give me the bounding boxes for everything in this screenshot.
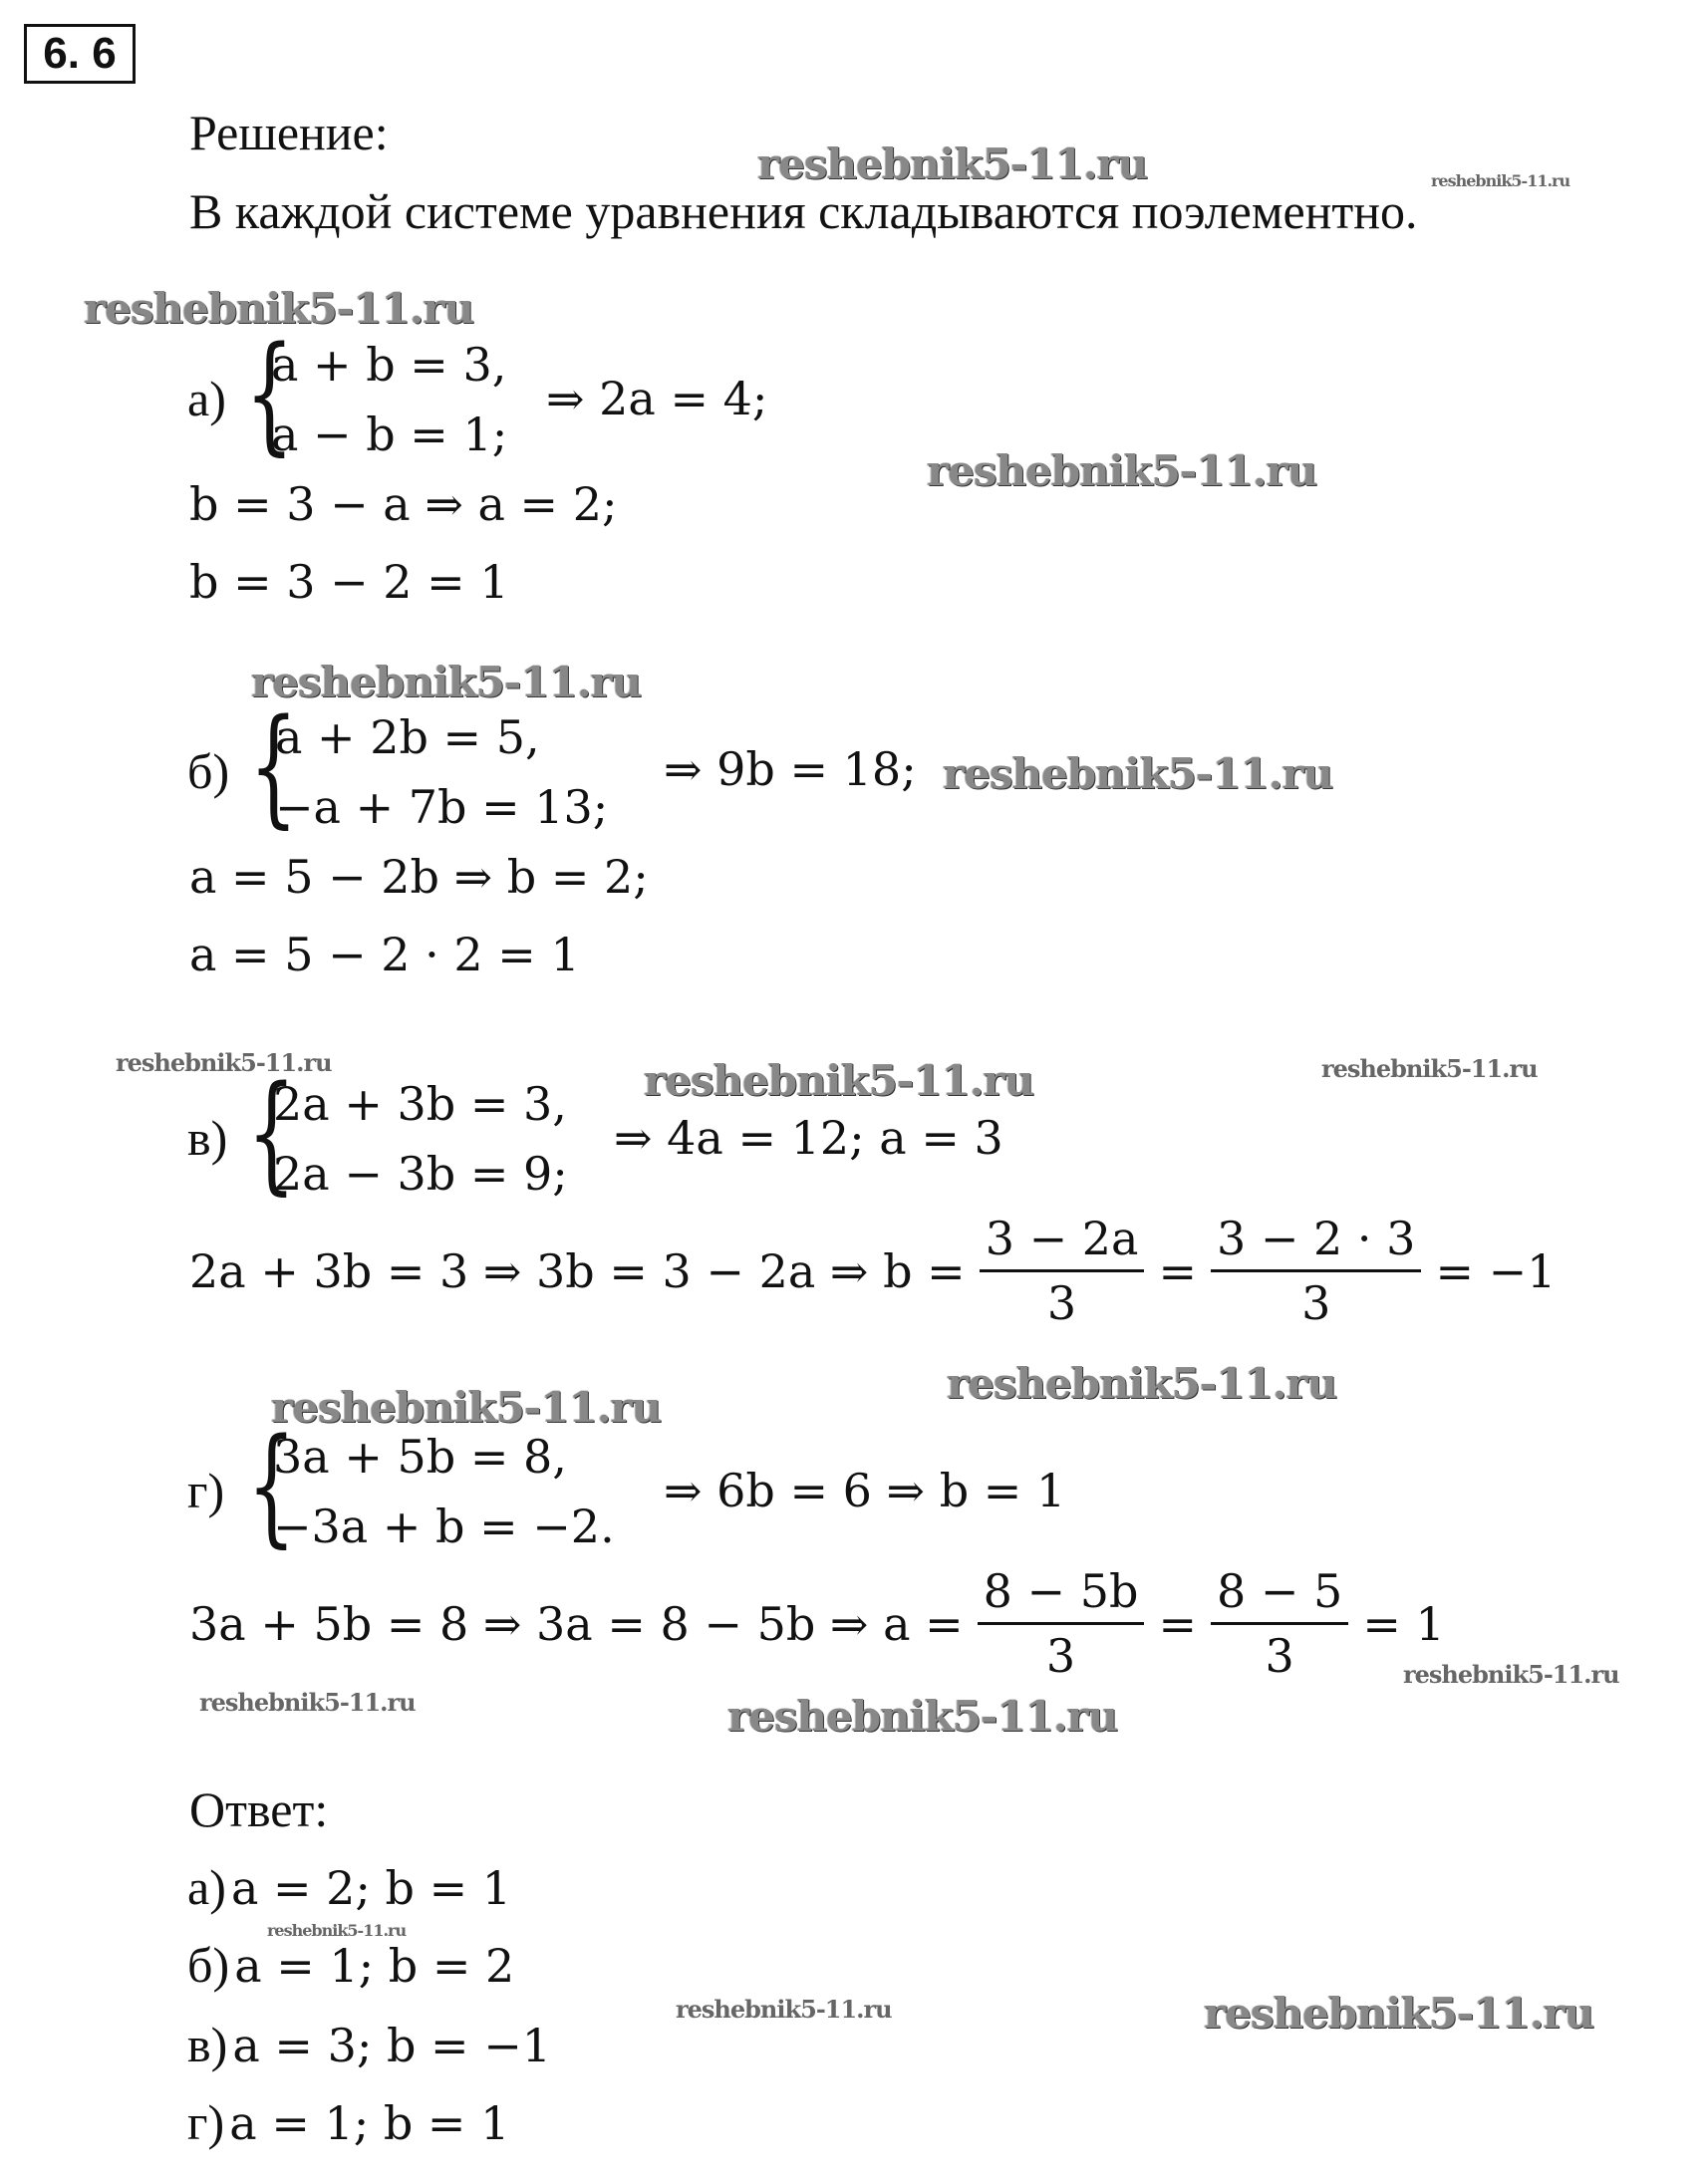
watermark: reshebnik5-11.ru [757,139,1148,188]
part-b-label: б) [187,743,230,799]
part-g-line2 [189,1560,1445,1687]
part-a-brace: { [245,320,294,468]
part-g-fraction-1 [978,1560,1145,1687]
watermark: reshebnik5-11.ru [676,1995,892,2024]
part-g-label: г) [187,1463,225,1518]
part-b-line3: a = 5 − 2 · 2 = 1 [189,928,580,981]
part-a-line2: b = 3 − a ⇒ a = 2; [189,477,618,531]
answer-item-a [187,1859,511,1916]
part-b-result: ⇒ 9b = 18; [664,742,917,796]
part-g-frac1-numerator: 8 − 5b [983,1564,1139,1618]
part-v-line-prefix: 2a + 3b = 3 ⇒ 3b = 3 − 2a ⇒ b = [189,1243,966,1298]
part-g-equals: = [1158,1596,1197,1651]
watermark: reshebnik5-11.ru [927,446,1317,495]
answer-item-label: б) [187,1937,230,1993]
part-v-eq1: 2a + 3b = 3, [273,1077,567,1131]
answer-item-text: a = 3; b = −1 [232,2019,552,2072]
watermark: reshebnik5-11.ru [1321,1054,1538,1083]
answer-item-b [187,1937,514,1994]
watermark: reshebnik5-11.ru [1403,1660,1619,1689]
part-g-fraction-2 [1211,1560,1348,1687]
part-g-frac1-denominator: 3 [1045,1629,1076,1683]
part-g-frac2-numerator: 8 − 5 [1216,1564,1343,1618]
answer-item-label: а) [187,1859,226,1915]
problem-number: 6. 6 [24,24,136,84]
solution-heading: Решение: [189,105,389,160]
watermark: reshebnik5-11.ru [84,284,474,333]
part-g-result: ⇒ 6b = 6 ⇒ b = 1 [664,1464,1066,1517]
part-a-eq1: a + b = 3, [271,338,507,392]
part-g-line-suffix: = 1 [1362,1596,1445,1651]
watermark: reshebnik5-11.ru [116,1048,332,1077]
part-v-line2 [189,1208,1556,1334]
part-v-label: в) [187,1110,228,1166]
answer-item-text: a = 1; b = 1 [229,2096,510,2150]
answer-item-label: в) [187,2017,228,2072]
part-v-frac1-numerator: 3 − 2a [985,1212,1139,1265]
part-g-eq1: 3a + 5b = 8, [273,1430,567,1484]
part-v-frac1-denominator: 3 [1046,1276,1077,1330]
part-v-fraction-2 [1211,1208,1421,1334]
solution-intro: В каждой системе уравнения складываются поэлементно. [189,183,1418,239]
part-b-brace: { [249,692,298,841]
part-v-brace: { [247,1059,296,1208]
part-a-line3: b = 3 − 2 = 1 [189,555,509,609]
part-v-fraction-1 [980,1208,1145,1334]
part-g-brace: { [247,1412,296,1560]
answer-item-text: a = 1; b = 2 [234,1939,515,1993]
part-v-frac2-denominator: 3 [1301,1276,1331,1330]
watermark: reshebnik5-11.ru [1204,1989,1594,2038]
part-b-eq1: a + 2b = 5, [275,710,540,764]
watermark: reshebnik5-11.ru [1431,171,1570,190]
part-g-frac2-denominator: 3 [1265,1629,1294,1683]
part-g-line-prefix: 3a + 5b = 8 ⇒ 3a = 8 − 5b ⇒ a = [189,1596,964,1651]
watermark: reshebnik5-11.ru [943,749,1333,798]
answer-item-v [187,2017,551,2073]
watermark: reshebnik5-11.ru [271,1383,662,1432]
answer-item-g [187,2094,509,2151]
watermark: reshebnik5-11.ru [644,1056,1034,1105]
part-a-eq2: a − b = 1; [271,408,508,461]
part-v-result: ⇒ 4a = 12; a = 3 [614,1111,1003,1165]
watermark: reshebnik5-11.ru [251,658,642,706]
part-b-line2: a = 5 − 2b ⇒ b = 2; [189,850,649,904]
watermark: reshebnik5-11.ru [199,1688,416,1717]
part-v-eq2: 2a − 3b = 9; [273,1147,568,1201]
part-a-label: а) [187,371,226,426]
answer-item-label: г) [187,2094,225,2150]
part-b-eq2: −a + 7b = 13; [275,780,609,834]
part-v-equals: = [1158,1243,1197,1298]
part-a-result: ⇒ 2a = 4; [546,372,768,425]
part-v-line-suffix: = −1 [1435,1243,1557,1298]
watermark: reshebnik5-11.ru [947,1359,1337,1408]
watermark: reshebnik5-11.ru [727,1692,1118,1741]
part-g-eq2: −3a + b = −2. [273,1500,615,1553]
answer-heading: Ответ: [189,1781,329,1837]
answer-item-text: a = 2; b = 1 [230,1861,512,1915]
part-v-frac2-numerator: 3 − 2 · 3 [1216,1212,1416,1265]
watermark: reshebnik5-11.ru [267,1921,407,1940]
